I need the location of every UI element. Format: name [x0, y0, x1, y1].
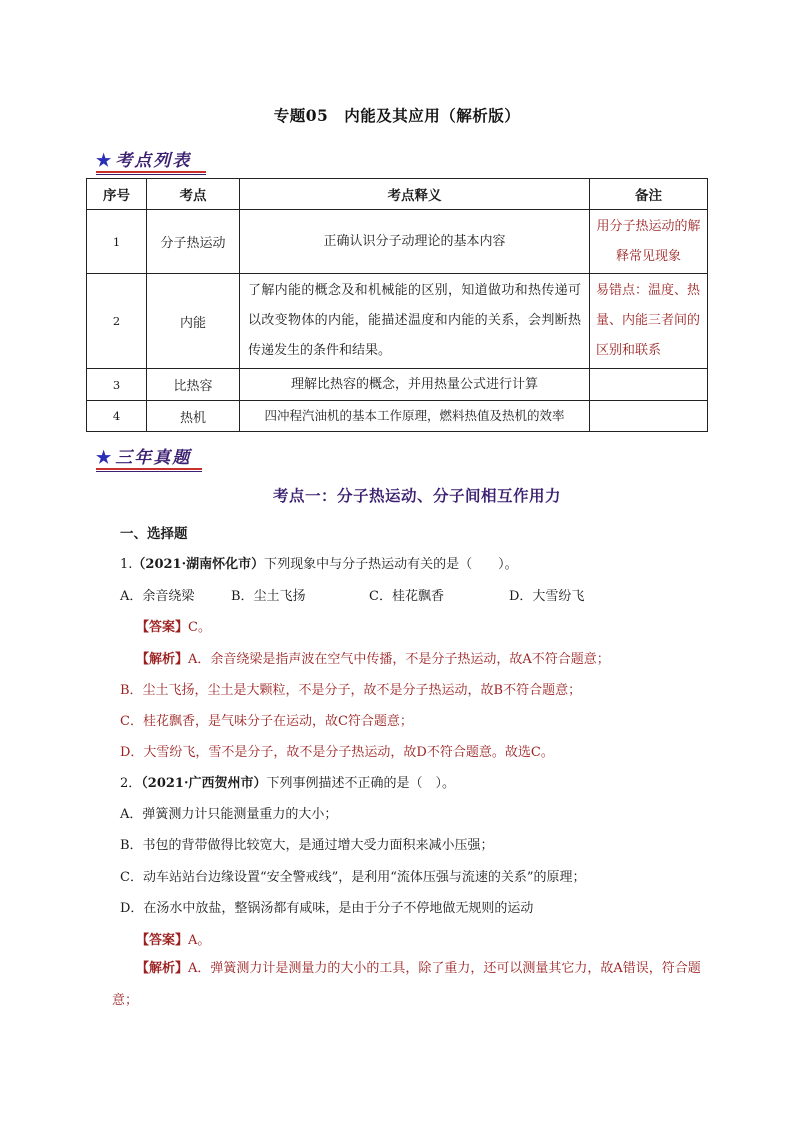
row-definition: 四冲程汽油机的基本工作原理，燃料热值及热机的效率: [240, 401, 590, 432]
topic-table: [86, 178, 708, 432]
question-2-answer: [136, 929, 210, 948]
row-definition: 了解内能的概念及和机械能的区别，知道做功和热传递可以改变物体的内能，能描述温度和内能的关系，会判断热传递发生的条件和结果。: [240, 274, 590, 369]
table-header-row: [87, 179, 708, 210]
topic-point-title: 考点一：分子热运动、分子间相互作用力: [272, 486, 561, 505]
row-number: 4: [87, 401, 147, 432]
analysis-tag: 【解析】: [136, 652, 189, 667]
option-d: D．大雪纷飞: [509, 589, 585, 604]
analysis-line: D．大雪纷飞，雪不是分子，故不是分子热运动，故D不符合题意。故选C。: [120, 745, 554, 760]
option-b: B．尘土飞扬: [231, 589, 306, 604]
analysis-tag: 【解析】: [136, 961, 189, 976]
row-note: 易错点：温度、热量、内能三者间的区别和联系: [590, 274, 708, 369]
question-text: 下列现象中与分子热运动有关的是（ ）。: [264, 557, 518, 572]
table-header-cell: 序号: [87, 179, 147, 210]
section-heading-label: 三年真题: [115, 448, 192, 468]
question-type-heading: 一、选择题: [120, 526, 188, 542]
question-2-stem: [120, 772, 455, 791]
question-1-answer: [136, 616, 211, 635]
question-number: 1.: [120, 557, 133, 572]
answer-tag: 【答案】: [136, 933, 189, 948]
table-header-cell: 考点释义: [240, 179, 590, 210]
analysis-text: A．弹簧测力计是测量力的大小的工具，除了重力，还可以测量其它力，故A错误，符合题意；: [112, 961, 701, 1008]
star-icon: ★: [96, 151, 114, 171]
question-text: 下列事例描述不正确的是（ ）。: [266, 776, 456, 791]
option-a: A．余音绕梁: [120, 589, 195, 604]
document-title: 专题05 内能及其应用（解析版）: [273, 106, 521, 125]
row-definition: 正确认识分子动理论的基本内容: [240, 210, 590, 274]
table-row: [87, 369, 708, 401]
analysis-line: C．桂花飘香，是气味分子在运动，故C符合题意；: [120, 714, 413, 729]
heading-underline: [96, 468, 202, 472]
question-2-analysis: [112, 953, 708, 1017]
row-number: 3: [87, 369, 147, 401]
answer-text: A。: [188, 933, 211, 948]
table-header-cell: 考点: [147, 179, 240, 210]
table-row: [87, 274, 708, 369]
section-heading-label: 考点列表: [115, 151, 192, 171]
row-note: 用分子热运动的解释常见现象: [590, 210, 708, 274]
section-heading-topic-list: [96, 146, 206, 171]
question-1-analysis: [136, 648, 610, 667]
section-heading-past-exams: [96, 443, 202, 468]
row-definition: 理解比热容的概念，并用热量公式进行计算: [240, 369, 590, 401]
answer-text: C。: [188, 620, 211, 635]
row-note: [590, 369, 708, 401]
question-1-options: [120, 585, 584, 604]
table-row: [87, 401, 708, 432]
row-number: 1: [87, 210, 147, 274]
answer-tag: 【答案】: [136, 620, 189, 635]
question-source: （2021·湖南怀化市）: [132, 557, 265, 572]
table-row: [87, 210, 708, 274]
table-header-cell: 备注: [590, 179, 708, 210]
row-note: [590, 401, 708, 432]
row-topic: 比热容: [147, 369, 240, 401]
row-topic: 内能: [147, 274, 240, 369]
option-d: D．在汤水中放盐，整锅汤都有咸味，是由于分子不停地做无规则的运动: [120, 901, 534, 916]
row-number: 2: [87, 274, 147, 369]
heading-underline: [96, 171, 206, 175]
question-source: （2021·广西贺州市）: [141, 776, 267, 791]
option-c: C．桂花飘香: [369, 589, 444, 604]
question-1-stem: [120, 553, 518, 572]
analysis-line: B．尘土飞扬，尘土是大颗粒，不是分子，故不是分子热运动，故B不符合题意；: [120, 683, 582, 698]
option-b: B．书包的背带做得比较宽大，是通过增大受力面积来减小压强；: [120, 838, 494, 853]
analysis-text: A．余音绕梁是指声波在空气中传播，不是分子热运动，故A不符合题意；: [188, 652, 610, 667]
row-topic: 分子热运动: [147, 210, 240, 274]
option-a: A．弹簧测力计只能测量重力的大小；: [120, 807, 338, 822]
question-number: 2．: [120, 776, 142, 791]
option-c: C．动车站站台边缘设置“安全警戒线”，是利用“流体压强与流速的关系”的原理；: [120, 870, 586, 885]
star-icon: ★: [96, 448, 114, 468]
row-topic: 热机: [147, 401, 240, 432]
